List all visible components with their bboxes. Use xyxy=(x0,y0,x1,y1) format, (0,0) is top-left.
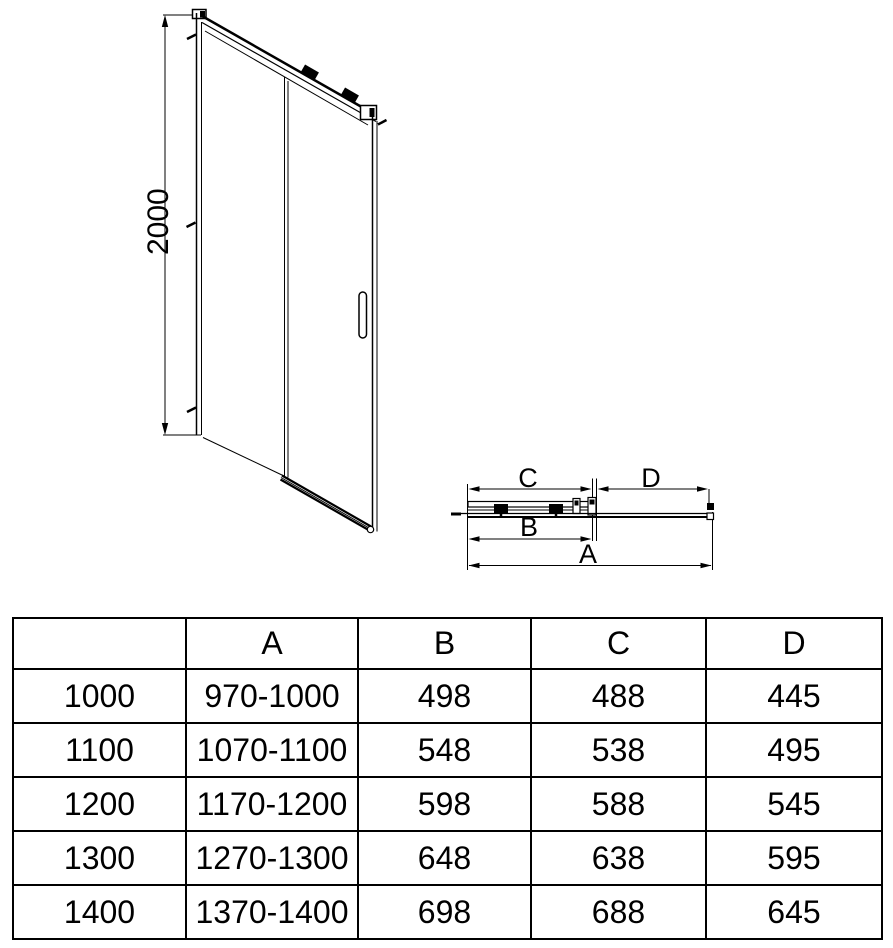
cell-a: 1270-1300 xyxy=(186,831,358,885)
wall-tab-icon xyxy=(378,120,387,125)
wall-tab-icon xyxy=(187,408,196,413)
cell-b: 498 xyxy=(358,669,531,723)
table-row xyxy=(13,885,882,939)
cell-a: 970-1000 xyxy=(186,669,358,723)
header-c: C xyxy=(531,618,706,669)
arrow-down-icon xyxy=(162,423,168,435)
top-rail xyxy=(202,16,377,125)
cell-size: 1400 xyxy=(13,885,186,939)
table-row xyxy=(13,831,882,885)
door-handle xyxy=(359,292,367,338)
cell-b: 598 xyxy=(358,777,531,831)
table-row xyxy=(13,777,882,831)
cell-d: 645 xyxy=(706,885,882,939)
table-header-row xyxy=(13,618,882,669)
cell-a: 1170-1200 xyxy=(186,777,358,831)
plan-rail-assembly xyxy=(468,498,714,518)
wall-tab-icon xyxy=(187,35,196,40)
cell-a: 1370-1400 xyxy=(186,885,358,939)
cell-d: 545 xyxy=(706,777,882,831)
plan-glass-panels xyxy=(451,513,714,520)
size-table xyxy=(12,617,883,940)
door-leading-edge xyxy=(285,77,289,478)
rail-end-cap xyxy=(367,526,373,532)
cell-size: 1300 xyxy=(13,831,186,885)
dimension-a xyxy=(469,539,712,569)
dim-label-c: C xyxy=(518,463,538,493)
dimension-d xyxy=(598,463,709,493)
panel-end-cap xyxy=(707,513,714,520)
dim-label-height: 2000 xyxy=(142,188,175,255)
wall-tab-icon xyxy=(187,223,196,228)
dim-label-d: D xyxy=(641,463,661,493)
roller-bracket-icon xyxy=(494,504,508,514)
arrow-right-icon xyxy=(697,486,708,492)
cell-b: 698 xyxy=(358,885,531,939)
dim-label-a: A xyxy=(578,539,598,569)
arrow-left-icon xyxy=(469,563,480,569)
header-d: D xyxy=(706,618,882,669)
arrow-left-icon xyxy=(469,536,480,542)
header-a: A xyxy=(186,618,358,669)
cell-b: 548 xyxy=(358,723,531,777)
cell-c: 638 xyxy=(531,831,706,885)
dimension-c xyxy=(469,463,592,493)
cell-d: 445 xyxy=(706,669,882,723)
arrow-right-icon xyxy=(701,563,712,569)
roller-bracket-icon xyxy=(549,504,563,514)
table-row xyxy=(13,669,882,723)
cell-c: 538 xyxy=(531,723,706,777)
cell-size: 1100 xyxy=(13,723,186,777)
header-b: B xyxy=(358,618,531,669)
arrow-left-icon xyxy=(598,486,609,492)
arrow-left-icon xyxy=(469,486,480,492)
arrow-right-icon xyxy=(581,486,592,492)
left-wall-profile xyxy=(187,10,207,436)
cell-size: 1200 xyxy=(13,777,186,831)
cell-c: 588 xyxy=(531,777,706,831)
cell-d: 495 xyxy=(706,723,882,777)
cell-a: 1070-1100 xyxy=(186,723,358,777)
dim-label-b: B xyxy=(519,512,539,542)
plan-view xyxy=(451,463,714,570)
cell-d: 595 xyxy=(706,831,882,885)
header-size xyxy=(13,618,186,669)
front-view xyxy=(142,10,387,533)
right-wall-profile xyxy=(373,114,387,532)
cell-c: 488 xyxy=(531,669,706,723)
cell-size: 1000 xyxy=(13,669,186,723)
cell-c: 688 xyxy=(531,885,706,939)
cell-b: 648 xyxy=(358,831,531,885)
table-row xyxy=(13,723,882,777)
arrow-up-icon xyxy=(162,15,168,27)
wall-bracket-icon xyxy=(707,503,714,510)
